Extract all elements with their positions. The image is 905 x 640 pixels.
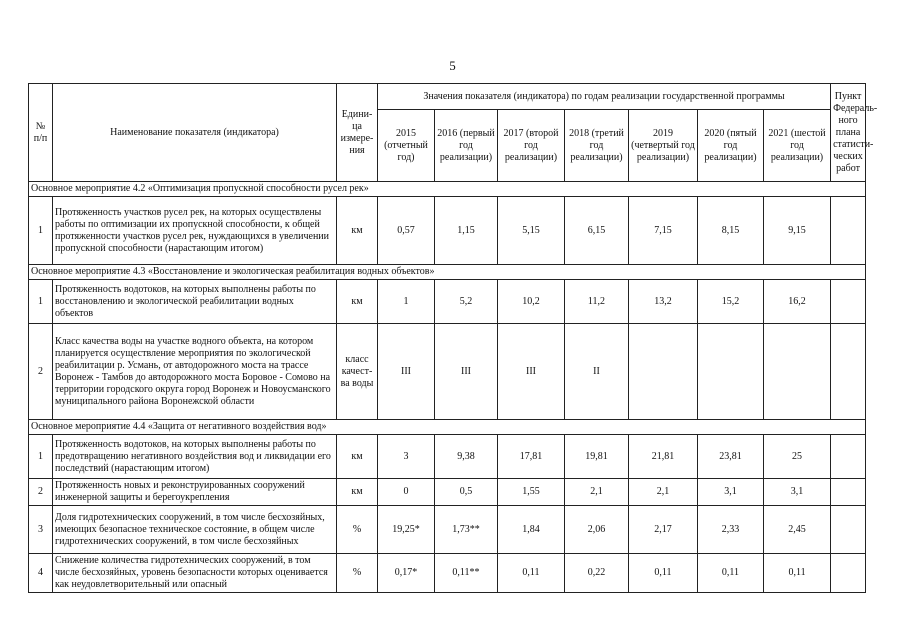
value-cell: 0,5 [435, 479, 498, 506]
indicator-name: Протяженность новых и реконструированных сооружений инженерной защиты и берегоукрепления [53, 479, 337, 506]
indicator-name: Снижение количества гидротехнических сооружений, в том числе бесхозяйных, уровень безопасности которых оценивается как неудовлетворительный или опасный [53, 554, 337, 593]
page-number: 5 [449, 58, 456, 73]
value-cell: 7,15 [629, 197, 698, 265]
value-cell: III [498, 324, 565, 420]
value-cell: 2,06 [565, 506, 629, 554]
value-cell: 16,2 [764, 280, 831, 324]
value-cell: 0 [378, 479, 435, 506]
value-cell: 19,25* [378, 506, 435, 554]
value-cell: 3 [378, 435, 435, 479]
value-cell: 11,2 [565, 280, 629, 324]
value-cell: 25 [764, 435, 831, 479]
value-cell: 0,11 [764, 554, 831, 593]
value-cell: 8,15 [698, 197, 764, 265]
header-year-2015: 2015 (отчетный год) [378, 110, 435, 182]
value-cell: 2,17 [629, 506, 698, 554]
header-year-2020: 2020 (пятый год реализации) [698, 110, 764, 182]
value-cell: 1,73** [435, 506, 498, 554]
header-no: № п/п [29, 84, 53, 182]
header-year-2017: 2017 (второй год реализации) [498, 110, 565, 182]
table-row [29, 479, 866, 506]
value-cell: 2,1 [629, 479, 698, 506]
value-cell: 15,2 [698, 280, 764, 324]
row-number: 2 [29, 324, 53, 420]
header-year-2018: 2018 (третий год реализации) [565, 110, 629, 182]
value-cell: 10,2 [498, 280, 565, 324]
value-cell: 5,15 [498, 197, 565, 265]
section-title: Основное мероприятие 4.3 «Восстановление и экологическая реабилитация водных объектов» [29, 265, 866, 280]
header-year-2016: 2016 (первый год реализации) [435, 110, 498, 182]
value-cell: 2,1 [565, 479, 629, 506]
value-cell: 13,2 [629, 280, 698, 324]
section-row [29, 265, 866, 280]
value-cell: 19,81 [565, 435, 629, 479]
value-cell: 9,15 [764, 197, 831, 265]
value-cell: 0,22 [565, 554, 629, 593]
unit-cell: км [337, 479, 378, 506]
header-year-2019: 2019 (четвертый год реализации) [629, 110, 698, 182]
fed-plan-cell [831, 506, 866, 554]
table-row [29, 197, 866, 265]
unit-cell: % [337, 506, 378, 554]
header-name: Наименование показателя (индикатора) [53, 84, 337, 182]
indicator-name: Протяженность участков русел рек, на которых осуществлены работы по оптимизации их пропускной способности, к общей протяженности участков русел рек, нуждающихся в увеличении пропускной способности (нарастающим итогом) [53, 197, 337, 265]
section-title: Основное мероприятие 4.4 «Защита от негативного воздействия вод» [29, 420, 866, 435]
value-cell: 17,81 [498, 435, 565, 479]
value-cell [698, 324, 764, 420]
header-values-group: Значения показателя (индикатора) по годам реализации государственной программы [378, 84, 831, 110]
unit-cell: км [337, 435, 378, 479]
value-cell [629, 324, 698, 420]
value-cell: 3,1 [764, 479, 831, 506]
value-cell: 0,11** [435, 554, 498, 593]
fed-plan-cell [831, 324, 866, 420]
value-cell: 5,2 [435, 280, 498, 324]
header-unit: Едини-ца измере-ния [337, 84, 378, 182]
value-cell: 2,33 [698, 506, 764, 554]
row-number: 3 [29, 506, 53, 554]
indicator-name: Класс качества воды на участке водного объекта, на котором планируется осуществление мероприятия по экологической реабилитации р. Усмань, от автодорожного моста на трассе Воронеж - Тамбов до автодорожного моста Боровое - Сомово на территории городского округа город Воронеж и Новоусманского муниципального района Воронежской области [53, 324, 337, 420]
header-year-2021: 2021 (шестой год реализации) [764, 110, 831, 182]
row-number: 4 [29, 554, 53, 593]
section-row [29, 182, 866, 197]
value-cell: 21,81 [629, 435, 698, 479]
value-cell: III [378, 324, 435, 420]
row-number: 1 [29, 280, 53, 324]
value-cell: 2,45 [764, 506, 831, 554]
indicators-table [28, 83, 878, 593]
unit-cell: км [337, 197, 378, 265]
value-cell: 0,11 [629, 554, 698, 593]
value-cell: 1 [378, 280, 435, 324]
fed-plan-cell [831, 280, 866, 324]
value-cell: III [435, 324, 498, 420]
table-row [29, 280, 866, 324]
fed-plan-cell [831, 197, 866, 265]
table-row [29, 554, 866, 593]
fed-plan-cell [831, 554, 866, 593]
table-row [29, 435, 866, 479]
section-row [29, 420, 866, 435]
value-cell: 0,17* [378, 554, 435, 593]
header-fed-plan: Пункт Федераль-ного плана статисти-ческих работ [831, 84, 866, 182]
value-cell: 23,81 [698, 435, 764, 479]
value-cell: 3,1 [698, 479, 764, 506]
section-title: Основное мероприятие 4.2 «Оптимизация пропускной способности русел рек» [29, 182, 866, 197]
value-cell: 0,57 [378, 197, 435, 265]
table-row [29, 506, 866, 554]
value-cell [764, 324, 831, 420]
fed-plan-cell [831, 435, 866, 479]
value-cell: 1,15 [435, 197, 498, 265]
value-cell: 0,11 [498, 554, 565, 593]
row-number: 2 [29, 479, 53, 506]
value-cell: 0,11 [698, 554, 764, 593]
value-cell: 1,55 [498, 479, 565, 506]
table-row [29, 324, 866, 420]
table-body [29, 182, 866, 593]
unit-cell: км [337, 280, 378, 324]
value-cell: II [565, 324, 629, 420]
row-number: 1 [29, 197, 53, 265]
unit-cell: % [337, 554, 378, 593]
indicator-name: Протяженность водотоков, на которых выполнены работы по предотвращению негативного воздействия вод и ликвидации его последствий (нарастающим итогом) [53, 435, 337, 479]
unit-cell: класс качест-ва воды [337, 324, 378, 420]
indicator-name: Протяженность водотоков, на которых выполнены работы по восстановлению и экологической реабилитации водных объектов [53, 280, 337, 324]
value-cell: 6,15 [565, 197, 629, 265]
fed-plan-cell [831, 479, 866, 506]
indicator-name: Доля гидротехнических сооружений, в том числе бесхозяйных, имеющих безопасное техническое состояние, в общем числе гидротехнических сооружений, в том числе бесхозяйных [53, 506, 337, 554]
value-cell: 1,84 [498, 506, 565, 554]
value-cell: 9,38 [435, 435, 498, 479]
row-number: 1 [29, 435, 53, 479]
